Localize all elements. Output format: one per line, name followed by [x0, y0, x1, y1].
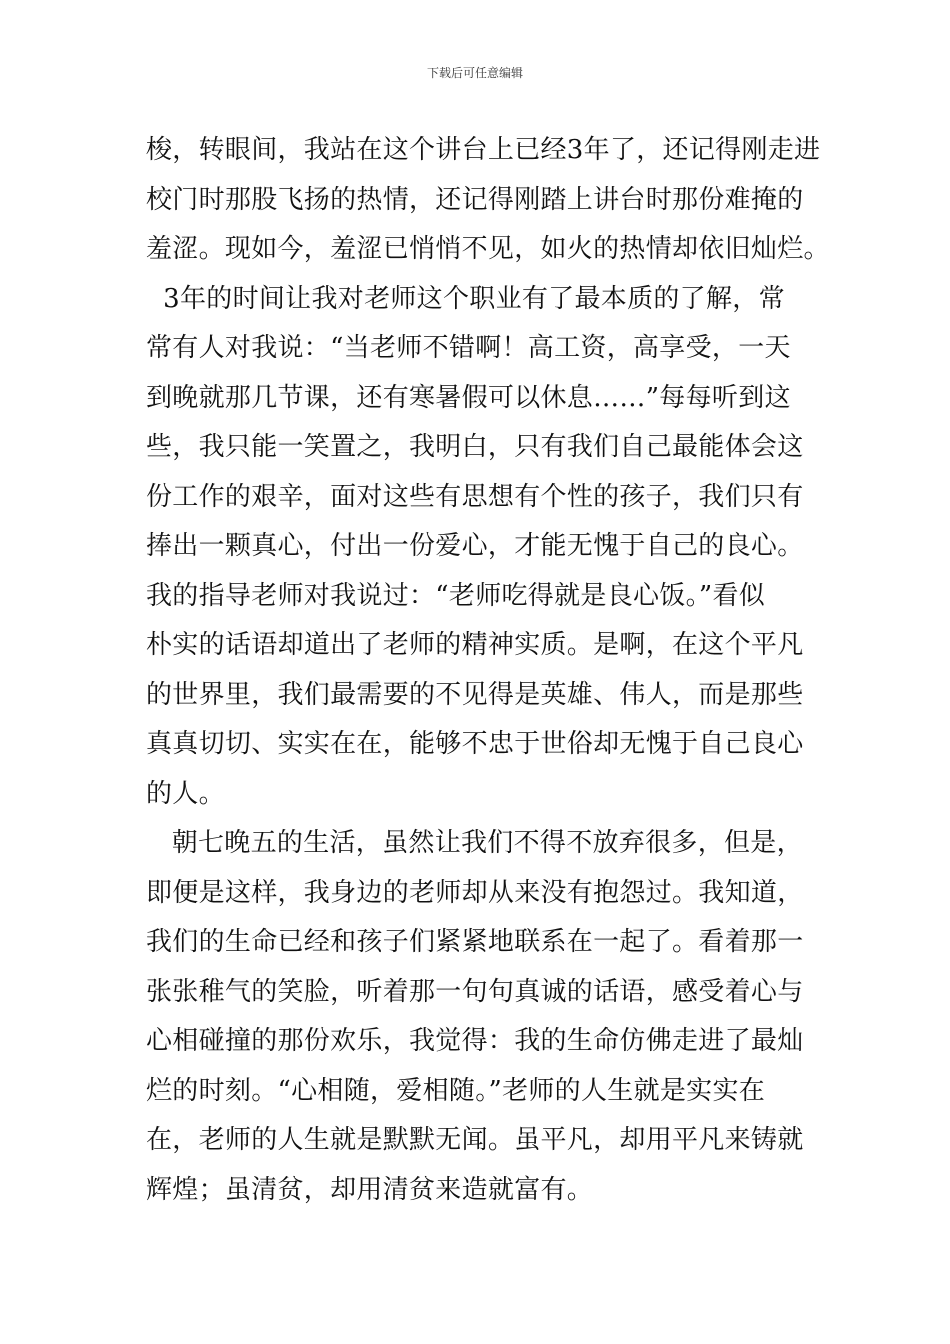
text-line: 我的指导老师对我说过：“老师吃得就是良心饭。”看似: [146, 580, 766, 611]
text-line: 即便是这样，我身边的老师却从来没有抱怨过。我知道，: [146, 877, 804, 908]
text-line: 我们的生命已经和孩子们紧紧地联系在一起了。看着那一: [146, 927, 804, 957]
text-line: 心相碰撞的那份欢乐，我觉得：我的生命仿佛走进了最灿: [146, 1026, 804, 1056]
text-line: 的人。: [146, 778, 225, 809]
text-line: 捧出一颗真心，付出一份爱心，才能无愧于自己的良心。: [146, 531, 804, 561]
text-line: 3年的时间让我对老师这个职业有了最本质的了解，常: [146, 283, 785, 314]
text-line: 常有人对我说：“当老师不错啊！高工资，高享受，一天: [146, 333, 791, 363]
text-line: 的世界里，我们最需要的不见得是英雄、伟人，而是那些: [146, 679, 804, 710]
text-line: 朴实的话语却道出了老师的精神实质。是啊，在这个平凡: [146, 630, 804, 660]
text-line: 校门时那股飞扬的热情，还记得刚踏上讲台时那份难掩的: [146, 184, 804, 215]
document-body: [146, 126, 830, 1215]
text-line: 辉煌；虽清贫，却用清贫来造就富有。: [146, 1174, 594, 1205]
text-line: 份工作的艰辛，面对这些有思想有个性的孩子，我们只有: [146, 481, 804, 512]
text-line: 到晚就那几节课，还有寒暑假可以休息……”每每听到这: [146, 382, 791, 413]
text-line: 梭，转眼间，我站在这个讲台上已经3年了，还记得刚走进: [146, 135, 821, 165]
page-header: 下载后可任意编辑: [426, 66, 523, 80]
text-line: 些，我只能一笑置之，我明白，只有我们自己最能体会这: [146, 432, 804, 462]
text-line: 张张稚气的笑脸，听着那一句句真诚的话语，感受着心与: [146, 976, 804, 1007]
text-line: 烂的时刻。“心相随，爱相随。”老师的人生就是实实在: [146, 1075, 766, 1106]
text-line: 真真切切、实实在在，能够不忠于世俗却无愧于自己良心: [146, 729, 804, 759]
text-line: 朝七晚五的生活，虽然让我们不得不放弃很多，但是，: [146, 828, 803, 858]
text-line: 羞涩。现如今，羞涩已悄悄不见，如火的热情却依旧灿烂。: [146, 234, 830, 264]
text-line: 在，老师的人生就是默默无闻。虽平凡，却用平凡来铸就: [146, 1125, 804, 1155]
